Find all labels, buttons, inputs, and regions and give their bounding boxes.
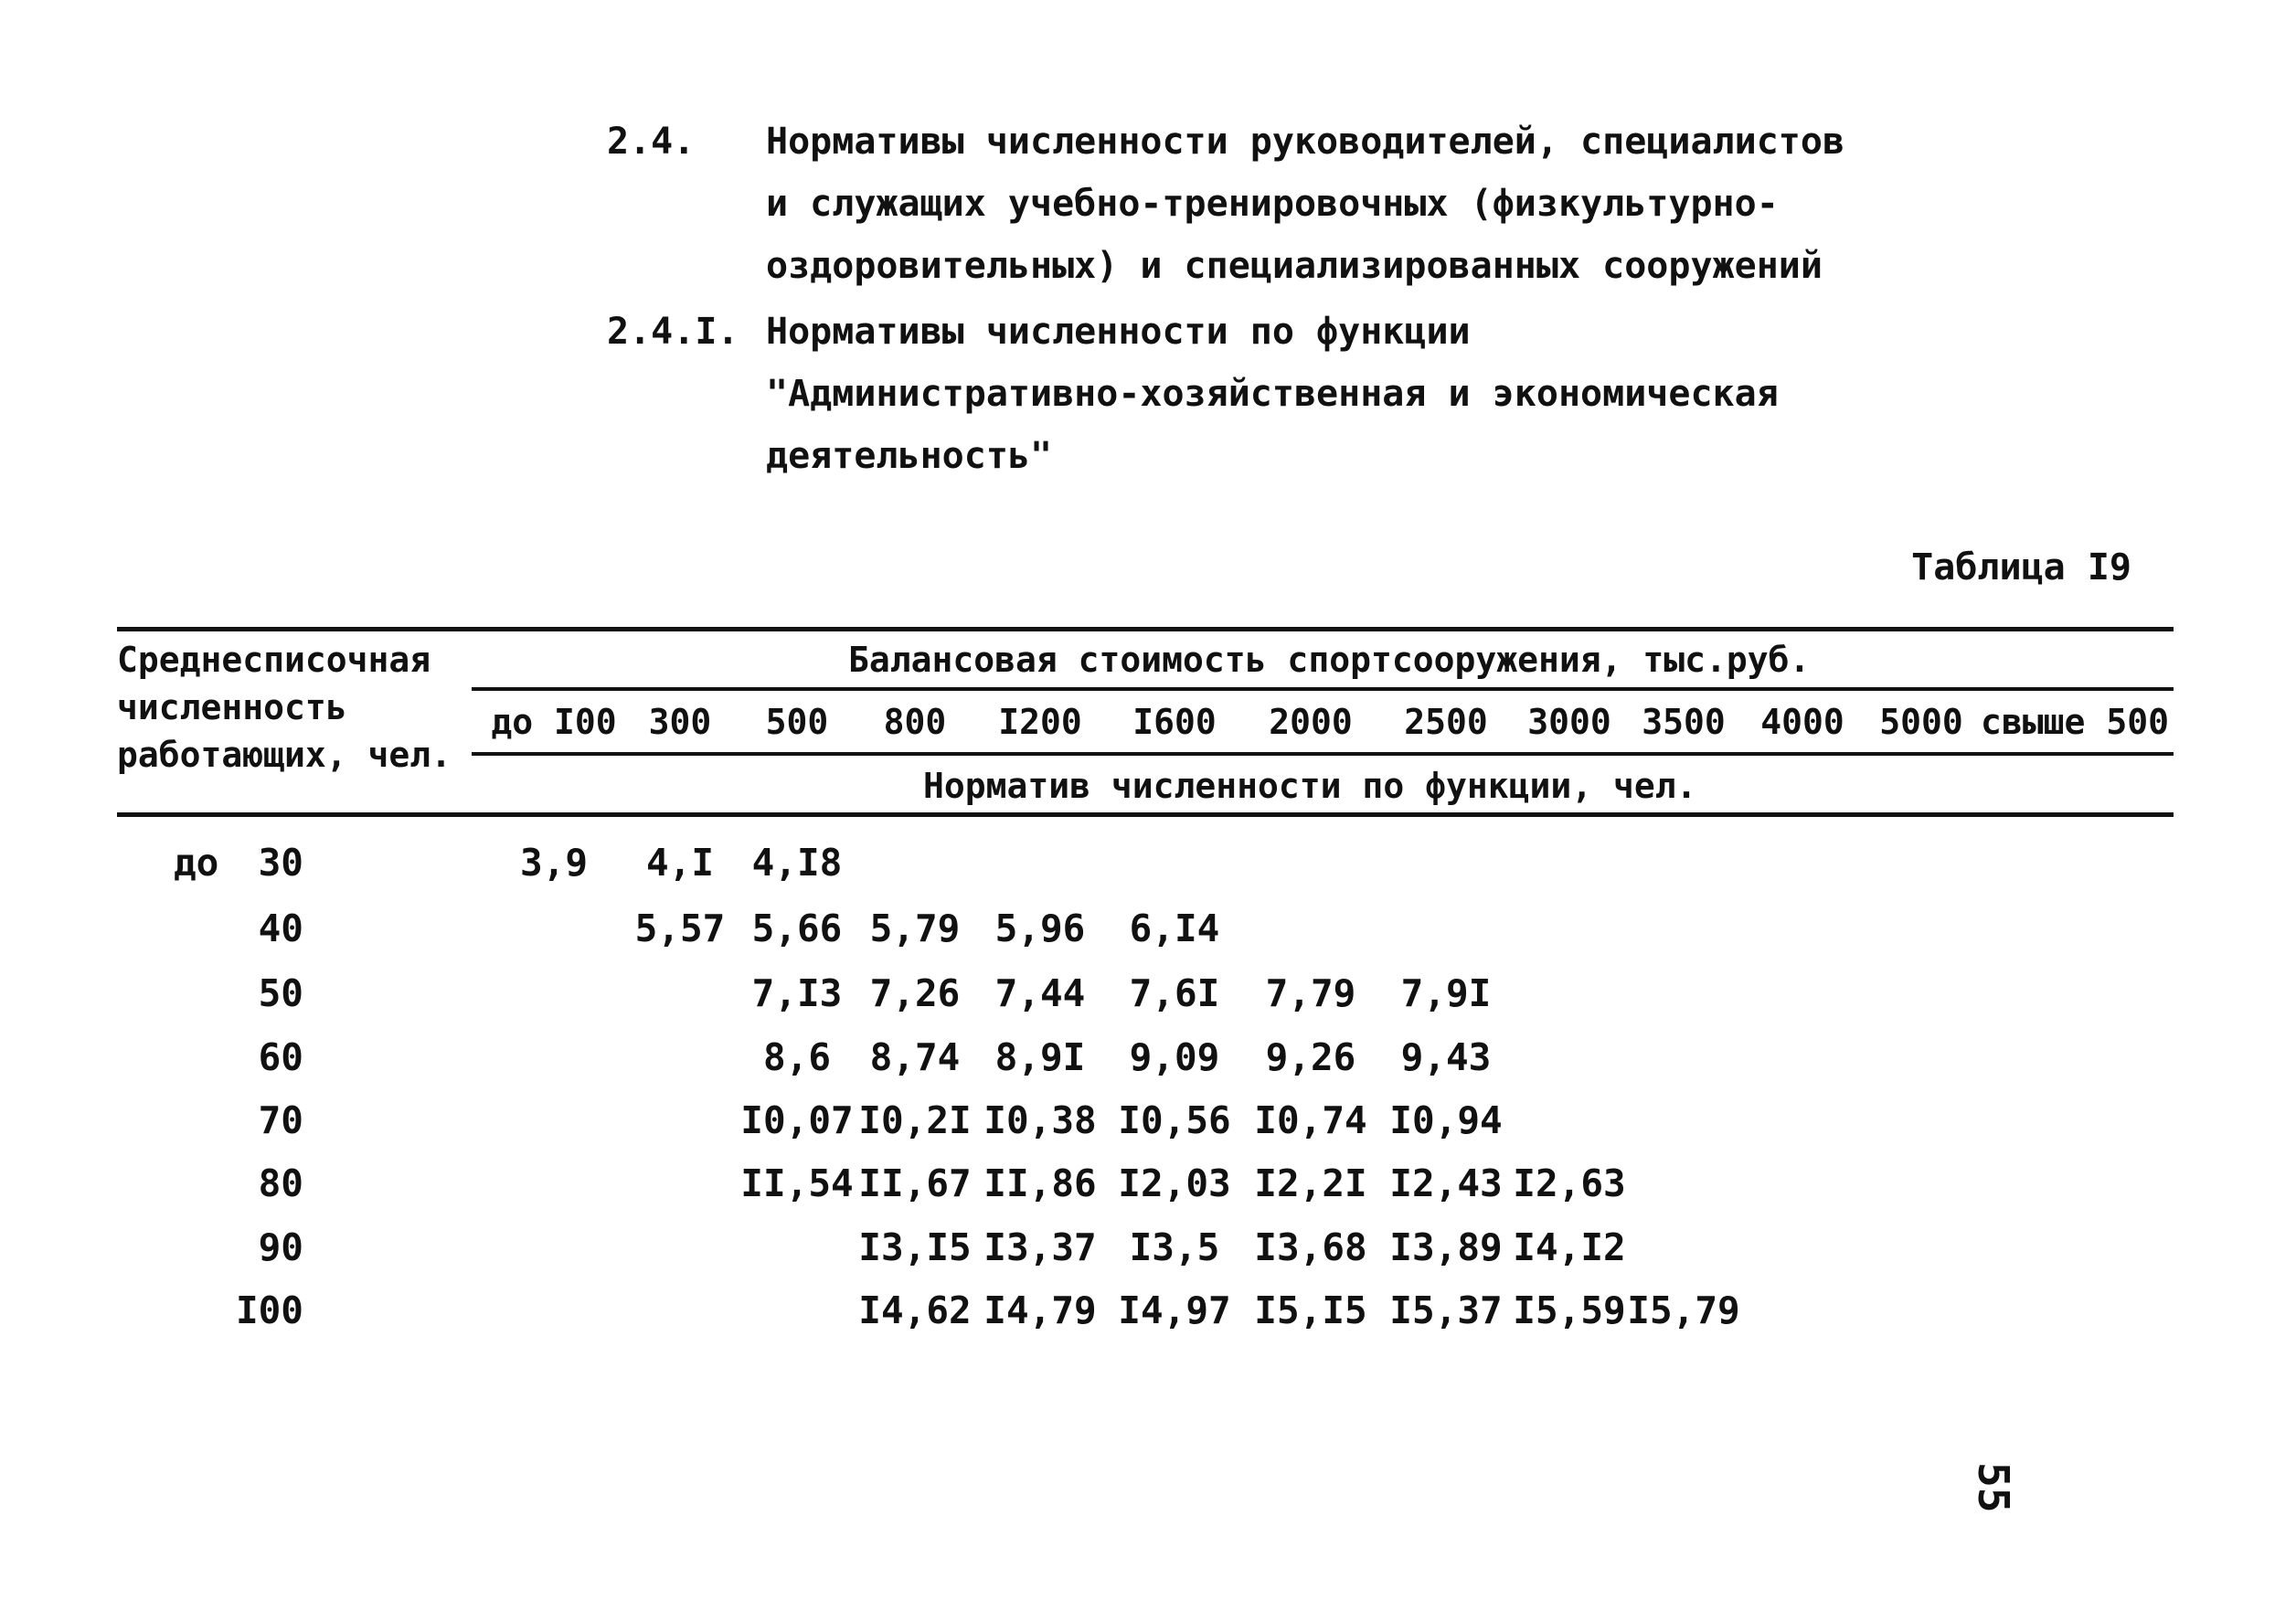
table-cell: 8,6 <box>762 1035 832 1079</box>
section-title-line-1: Нормативы численности руководителей, специалистов <box>766 121 1845 163</box>
row-label: 90 <box>258 1225 303 1269</box>
table-cell: II,54 <box>740 1161 854 1205</box>
table-cell: I5,79 <box>1627 1288 1740 1332</box>
table-cell: I0,74 <box>1254 1098 1367 1142</box>
column-header: 2000 <box>1269 702 1353 742</box>
subsection-title-line-3: деятельность" <box>766 435 1053 477</box>
table-cell: 4,I8 <box>751 841 843 885</box>
table-cell: 8,9I <box>994 1035 1086 1079</box>
section-number: 2.4. <box>607 121 696 163</box>
table-cell: 3,9 <box>519 841 589 885</box>
table-cell: I3,37 <box>983 1225 1097 1269</box>
table-cell: I0,2I <box>858 1098 972 1142</box>
row-label: 70 <box>258 1098 303 1142</box>
section-title-line-2: и служащих учебно-тренировочных (физкультурно- <box>766 183 1779 225</box>
column-header: 500 <box>765 702 829 742</box>
table-cell: I3,89 <box>1389 1225 1503 1269</box>
row-header-line-1: Среднесписочная <box>117 640 431 680</box>
table-cell: 7,6I <box>1129 971 1220 1015</box>
table-cell: I4,I2 <box>1513 1225 1626 1269</box>
cost-header: Балансовая стоимость спортсооружения, тыс.руб. <box>848 640 1811 680</box>
column-header: I600 <box>1132 702 1217 742</box>
table-cell: 8,74 <box>869 1035 961 1079</box>
row-label: 50 <box>258 971 303 1015</box>
row-header-line-3: работающих, чел. <box>117 735 452 775</box>
table-cell: 6,I4 <box>1129 907 1220 950</box>
table-cell: I2,03 <box>1118 1161 1231 1205</box>
row-label: I00 <box>235 1288 303 1332</box>
row-label: 60 <box>258 1035 303 1079</box>
row-label: 40 <box>258 907 303 950</box>
table-cell: I5,59 <box>1513 1288 1626 1332</box>
table-cell: I4,97 <box>1118 1288 1231 1332</box>
section-title-line-3: оздоровительных) и специализированных сооружений <box>766 245 1823 287</box>
page-number: 55 <box>1969 1462 2018 1513</box>
cost-header-rule <box>472 687 2174 691</box>
table-cell: 9,09 <box>1129 1035 1220 1079</box>
column-header: свыше 500 <box>1981 702 2169 742</box>
table-cell: 9,26 <box>1265 1035 1356 1079</box>
column-header: 4000 <box>1760 702 1844 742</box>
column-header: 300 <box>648 702 712 742</box>
table-cell: 5,66 <box>751 907 843 950</box>
column-header: до I00 <box>491 702 617 742</box>
column-header: 3500 <box>1642 702 1726 742</box>
table-cell: 9,43 <box>1400 1035 1492 1079</box>
table-cell: I5,37 <box>1389 1288 1503 1332</box>
table-cell: I4,79 <box>983 1288 1097 1332</box>
subsection-title-line-1: Нормативы численности по функции <box>766 311 1471 353</box>
column-header: 5000 <box>1879 702 1963 742</box>
column-header: 3000 <box>1527 702 1611 742</box>
table-cell: I3,68 <box>1254 1225 1367 1269</box>
table-cell: I2,2I <box>1254 1161 1367 1205</box>
table-cell: 7,26 <box>869 971 961 1015</box>
column-header: I200 <box>998 702 1082 742</box>
subsection-title-line-2: "Административно-хозяйственная и экономическая <box>766 373 1779 415</box>
row-header-line-2: численность <box>117 687 347 727</box>
table-cell: I5,I5 <box>1254 1288 1367 1332</box>
table-cell: 5,57 <box>634 907 726 950</box>
norm-header: Норматив численности по функции, чел. <box>923 766 1697 806</box>
table-top-rule <box>117 627 2174 631</box>
column-header: 2500 <box>1404 702 1488 742</box>
subsection-number: 2.4.I. <box>607 311 739 353</box>
table-cell: 7,79 <box>1265 971 1356 1015</box>
table-cell: I2,43 <box>1389 1161 1503 1205</box>
row-label: 80 <box>258 1161 303 1205</box>
table-cell: 5,79 <box>869 907 961 950</box>
table-cell: I4,62 <box>858 1288 972 1332</box>
table-cell: I3,5 <box>1129 1225 1220 1269</box>
table-cell: II,86 <box>983 1161 1097 1205</box>
row-label: 30 <box>258 841 303 885</box>
row-label-prefix: до <box>174 841 219 885</box>
columns-rule <box>472 752 2174 756</box>
table-cell: 7,9I <box>1400 971 1492 1015</box>
header-bottom-rule <box>117 812 2174 817</box>
table-cell: I2,63 <box>1513 1161 1626 1205</box>
table-caption: Таблица I9 <box>1911 546 2131 588</box>
table-cell: 7,I3 <box>751 971 843 1015</box>
table-cell: I0,94 <box>1389 1098 1503 1142</box>
table-cell: 4,I <box>645 841 715 885</box>
table-cell: I0,07 <box>740 1098 854 1142</box>
column-header: 800 <box>883 702 947 742</box>
table-cell: 5,96 <box>994 907 1086 950</box>
table-cell: 7,44 <box>994 971 1086 1015</box>
table-cell: I0,38 <box>983 1098 1097 1142</box>
table-cell: II,67 <box>858 1161 972 1205</box>
table-cell: I3,I5 <box>858 1225 972 1269</box>
table-cell: I0,56 <box>1118 1098 1231 1142</box>
